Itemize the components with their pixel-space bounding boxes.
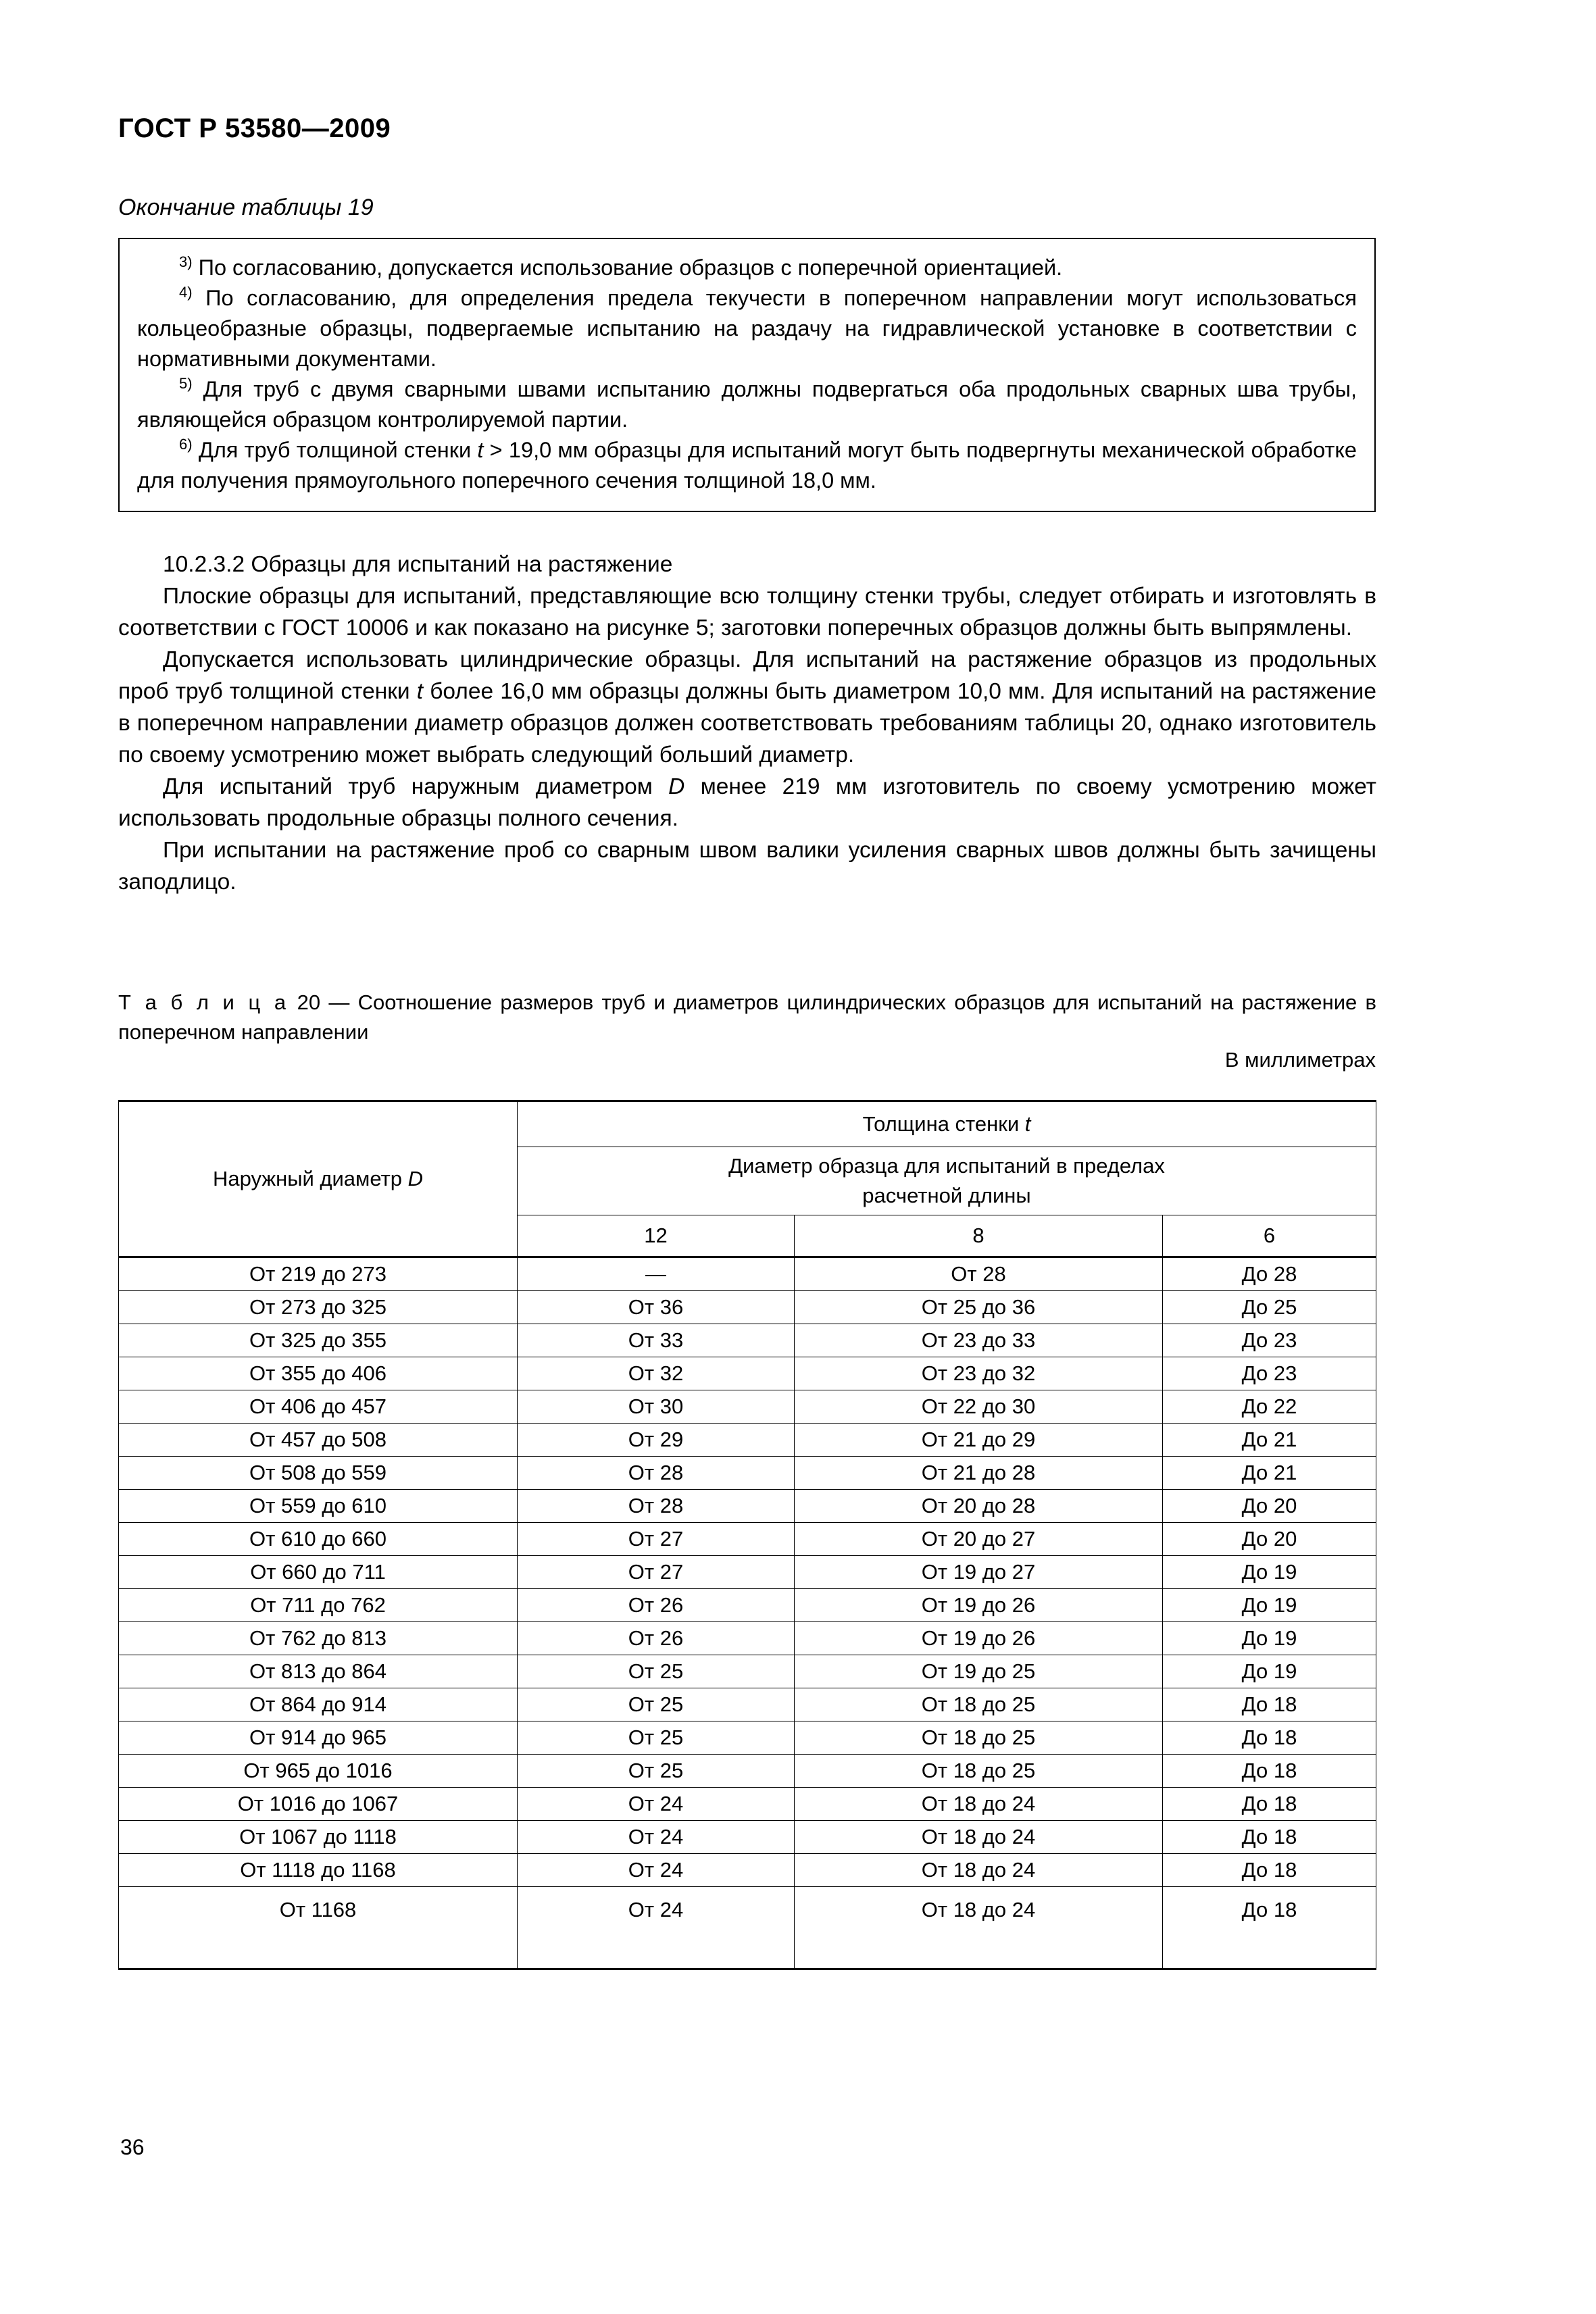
cell-12: От 24: [518, 1854, 795, 1887]
note-number: 6): [179, 436, 193, 453]
cell-6: До 21: [1163, 1424, 1376, 1457]
clause-title: Образцы для испытаний на растяжение: [251, 552, 673, 577]
body-paragraph-3: [118, 771, 1376, 834]
table-row: [119, 1721, 1376, 1755]
table-row: [119, 1854, 1376, 1887]
cell-6: До 18: [1163, 1755, 1376, 1788]
paragraph-2-part-b: более 16,0 мм образцы должны быть диаметром 10,0 мм. Для испытаний на растяжение в поперечном направлении диаметр образцов должен соответствовать требованиям таблицы 20, однако изготовитель по своему усмотрению может выбрать следующий больший диаметр.: [118, 679, 1376, 768]
table-row: [119, 1357, 1376, 1390]
cell-6: До 19: [1163, 1589, 1376, 1622]
cell-8: От 20 до 28: [795, 1490, 1163, 1523]
header-cell-6: 6: [1163, 1215, 1376, 1257]
cell-12: От 28: [518, 1457, 795, 1490]
table-row: [119, 1655, 1376, 1688]
cell-12: От 24: [518, 1788, 795, 1821]
cell-12: От 25: [518, 1721, 795, 1755]
table20: [118, 1100, 1376, 1970]
cell-8: От 23 до 32: [795, 1357, 1163, 1390]
cell-12: От 24: [518, 1887, 795, 1969]
cell-12: От 25: [518, 1755, 795, 1788]
paragraph-3-part-b: менее 219 мм изготовитель по своему усмотрению может использовать продольные образцы полного сечения.: [118, 774, 1376, 831]
cell-6: До 18: [1163, 1854, 1376, 1887]
cell-12: От 28: [518, 1490, 795, 1523]
cell-8: От 19 до 27: [795, 1556, 1163, 1589]
table20-caption: [118, 988, 1376, 1047]
variable-t: t: [416, 679, 424, 704]
variable-d: D: [668, 774, 685, 799]
cell-6: До 19: [1163, 1622, 1376, 1655]
header-wall-thickness-label: Толщина стенки: [862, 1112, 1020, 1136]
table-row: [119, 1755, 1376, 1788]
cell-6: До 18: [1163, 1788, 1376, 1821]
cell-12: От 26: [518, 1589, 795, 1622]
cell-12: От 32: [518, 1357, 795, 1390]
table-row: [119, 1556, 1376, 1589]
note-text: По согласованию, допускается использование образцов с поперечной ориентацией.: [198, 255, 1063, 280]
cell-12: От 33: [518, 1324, 795, 1357]
header-cell-outer-diameter: [119, 1101, 518, 1257]
cell-8: От 21 до 28: [795, 1457, 1163, 1490]
table-row: [119, 1457, 1376, 1490]
standard-header: ГОСТ Р 53580—2009: [118, 114, 391, 143]
cell-outer-diameter: От 406 до 457: [119, 1390, 518, 1424]
table-row: [119, 1622, 1376, 1655]
header-outer-diameter-label: Наружный диаметр: [212, 1167, 403, 1190]
variable-t: t: [1024, 1112, 1031, 1136]
cell-outer-diameter: От 1067 до 1118: [119, 1821, 518, 1854]
cell-6: До 20: [1163, 1490, 1376, 1523]
note-number: 3): [179, 253, 193, 271]
cell-12: От 27: [518, 1523, 795, 1556]
cell-12: От 25: [518, 1655, 795, 1688]
cell-outer-diameter: От 273 до 325: [119, 1291, 518, 1324]
cell-6: До 23: [1163, 1357, 1376, 1390]
table-header-row-1: [119, 1101, 1376, 1147]
variable-t: t: [477, 438, 484, 462]
cell-outer-diameter: От 1016 до 1067: [119, 1788, 518, 1821]
cell-8: От 23 до 33: [795, 1324, 1163, 1357]
table-row: [119, 1390, 1376, 1424]
cell-outer-diameter: От 660 до 711: [119, 1556, 518, 1589]
table-label-word: Т а б л и ц а: [118, 990, 289, 1014]
body-paragraph-2: [118, 644, 1376, 771]
cell-12: От 24: [518, 1821, 795, 1854]
header-cell-sample-diameter: [518, 1147, 1376, 1215]
table-continuation-caption: Окончание таблицы 19: [118, 195, 374, 220]
cell-outer-diameter: От 1168: [119, 1887, 518, 1969]
cell-12: От 30: [518, 1390, 795, 1424]
body-paragraph-1: Плоские образцы для испытаний, представляющие всю толщину стенки трубы, следует отбирать и изготовлять в соответствии с ГОСТ 10006 и как показано на рисунке 5; заготовки поперечных образцов должны быть выпрямлены.: [118, 584, 1376, 640]
note-text-after-variable: > 19,0 мм образцы для испытаний могут быть подвергнуты механической обработке для получения прямоугольного поперечного сечения толщиной 18,0 мм.: [137, 438, 1357, 493]
table-row: [119, 1523, 1376, 1556]
cell-outer-diameter: От 813 до 864: [119, 1655, 518, 1688]
note-item: [137, 283, 1357, 374]
body-paragraph-4: При испытании на растяжение проб со сварным швом валики усиления сварных швов должны быть зачищены заподлицо.: [118, 838, 1376, 895]
cell-6: До 18: [1163, 1721, 1376, 1755]
clause-heading: [118, 549, 1376, 580]
header-sample-diameter-line-1: Диаметр образца для испытаний в пределах: [728, 1154, 1165, 1178]
cell-outer-diameter: От 457 до 508: [119, 1424, 518, 1457]
cell-outer-diameter: От 355 до 406: [119, 1357, 518, 1390]
note-text: По согласованию, для определения предела текучести в поперечном направлении могут использоваться кольцеобразные образцы, подвергаемые испытанию на раздачу на гидравлической установке в соответствии с нормативными документами.: [137, 286, 1357, 371]
note-text-before-variable: Для труб толщиной стенки: [198, 438, 478, 462]
cell-6: До 19: [1163, 1655, 1376, 1688]
cell-8: От 18 до 25: [795, 1688, 1163, 1721]
cell-6: До 19: [1163, 1556, 1376, 1589]
cell-8: От 22 до 30: [795, 1390, 1163, 1424]
table-caption-text: Соотношение размеров труб и диаметров цилиндрических образцов для испытаний на растяжение в поперечном направлении: [118, 990, 1376, 1044]
cell-6: До 20: [1163, 1523, 1376, 1556]
table20-units-note: В миллиметрах: [1224, 1048, 1376, 1072]
cell-8: От 19 до 26: [795, 1589, 1163, 1622]
cell-6: До 18: [1163, 1887, 1376, 1969]
cell-6: До 21: [1163, 1457, 1376, 1490]
table-row: [119, 1688, 1376, 1721]
cell-8: От 18 до 25: [795, 1721, 1163, 1755]
cell-8: От 21 до 29: [795, 1424, 1163, 1457]
table-caption-dash: —: [328, 990, 350, 1014]
table-row: [119, 1324, 1376, 1357]
header-cell-12: 12: [518, 1215, 795, 1257]
paragraph-2-part-a: Допускается использовать цилиндрические образцы. Для испытаний на растяжение образцов из продольных проб труб толщиной стенки: [118, 647, 1376, 704]
clause-number: 10.2.3.2: [163, 552, 245, 577]
header-cell-8: 8: [795, 1215, 1163, 1257]
variable-d: D: [407, 1167, 424, 1190]
cell-6: До 25: [1163, 1291, 1376, 1324]
cell-outer-diameter: От 559 до 610: [119, 1490, 518, 1523]
cell-6: До 23: [1163, 1324, 1376, 1357]
note-item: [137, 374, 1357, 435]
note-number: 5): [179, 375, 193, 393]
cell-8: От 19 до 25: [795, 1655, 1163, 1688]
cell-outer-diameter: От 219 до 273: [119, 1257, 518, 1291]
cell-12: От 36: [518, 1291, 795, 1324]
cell-6: До 28: [1163, 1257, 1376, 1291]
table-row: [119, 1589, 1376, 1622]
cell-6: До 22: [1163, 1390, 1376, 1424]
table-row: [119, 1257, 1376, 1291]
cell-12: От 26: [518, 1622, 795, 1655]
cell-8: От 28: [795, 1257, 1163, 1291]
cell-6: До 18: [1163, 1688, 1376, 1721]
cell-12: От 29: [518, 1424, 795, 1457]
note-number: 4): [179, 284, 193, 301]
note-text: Для труб с двумя сварными швами испытанию должны подвергаться оба продольных сварных шва трубы, являющейся образцом контролируемой партии.: [137, 377, 1357, 432]
table-label-number: 20: [297, 990, 321, 1014]
table-row: [119, 1788, 1376, 1821]
table-row: [119, 1291, 1376, 1324]
note-item: [137, 435, 1357, 496]
cell-outer-diameter: От 864 до 914: [119, 1688, 518, 1721]
header-sample-diameter-line-2: расчетной длины: [862, 1184, 1031, 1207]
cell-8: От 20 до 27: [795, 1523, 1163, 1556]
note-item: [137, 253, 1357, 283]
table19-notes-box: [118, 238, 1376, 512]
cell-8: От 18 до 24: [795, 1854, 1163, 1887]
cell-8: От 18 до 24: [795, 1788, 1163, 1821]
paragraph-3-part-a: Для испытаний труб наружным диаметром: [163, 774, 669, 799]
cell-outer-diameter: От 508 до 559: [119, 1457, 518, 1490]
table-row: [119, 1490, 1376, 1523]
cell-outer-diameter: От 325 до 355: [119, 1324, 518, 1357]
cell-8: От 18 до 25: [795, 1755, 1163, 1788]
cell-outer-diameter: От 1118 до 1168: [119, 1854, 518, 1887]
cell-8: От 18 до 24: [795, 1821, 1163, 1854]
cell-outer-diameter: От 711 до 762: [119, 1589, 518, 1622]
cell-outer-diameter: От 914 до 965: [119, 1721, 518, 1755]
cell-12: От 27: [518, 1556, 795, 1589]
cell-outer-diameter: От 610 до 660: [119, 1523, 518, 1556]
cell-6: До 18: [1163, 1821, 1376, 1854]
table-row: [119, 1887, 1376, 1969]
table-row: [119, 1424, 1376, 1457]
cell-outer-diameter: От 965 до 1016: [119, 1755, 518, 1788]
table-row: [119, 1821, 1376, 1854]
body-text-block: [118, 549, 1376, 898]
cell-12: От 25: [518, 1688, 795, 1721]
cell-outer-diameter: От 762 до 813: [119, 1622, 518, 1655]
cell-8: От 19 до 26: [795, 1622, 1163, 1655]
cell-12: —: [518, 1257, 795, 1291]
page-number: 36: [120, 2135, 145, 2159]
cell-8: От 18 до 24: [795, 1887, 1163, 1969]
header-cell-wall-thickness: [518, 1101, 1376, 1147]
cell-8: От 25 до 36: [795, 1291, 1163, 1324]
